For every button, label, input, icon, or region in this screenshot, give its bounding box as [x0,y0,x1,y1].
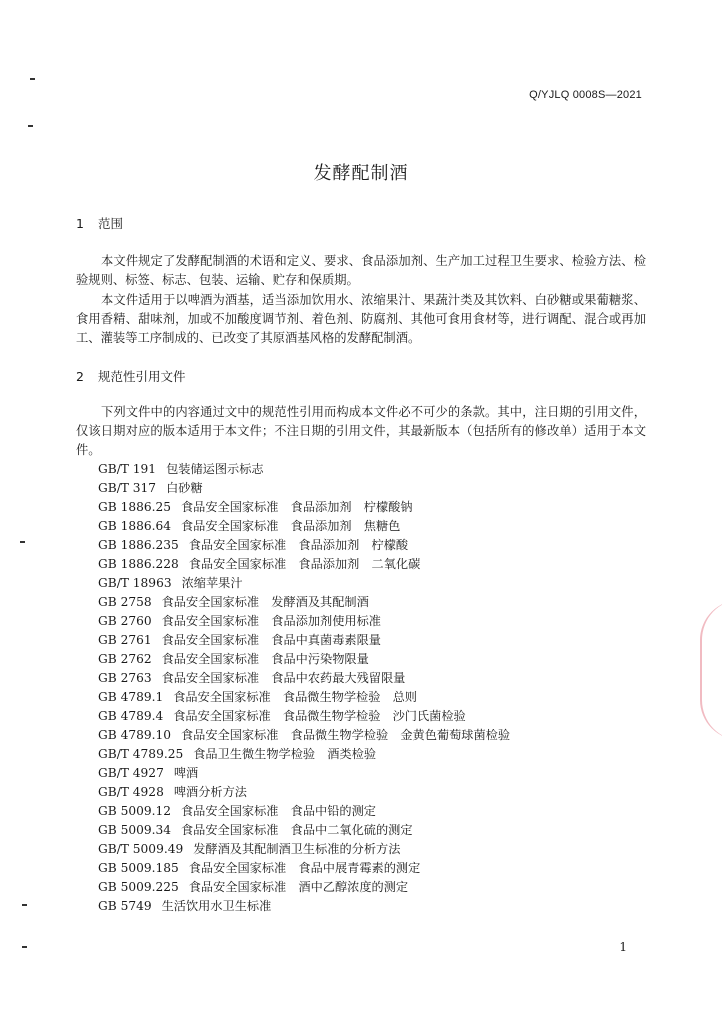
reference-title: 食品安全国家标准 食品中真菌毒素限量 [161,633,381,647]
reference-item [98,840,510,859]
scan-mark [28,125,33,127]
scan-mark [22,904,27,906]
reference-item [98,612,510,631]
reference-item [98,460,510,479]
reference-code: GB 5009.225 [98,880,179,894]
reference-item [98,783,510,802]
reference-item [98,574,510,593]
page-number: 1 [619,940,627,954]
reference-item [98,688,510,707]
section-number: 1 [76,216,84,231]
paragraph-scope-1: 本文件规定了发酵配制酒的术语和定义、要求、食品添加剂、生产加工过程卫生要求、检验方法、检验规则、标签、标志、包装、运输、贮存和保质期。 [76,254,646,287]
reference-title: 食品安全国家标准 食品微生物学检验 沙门氏菌检验 [173,709,466,723]
reference-code: GB 5009.185 [98,861,179,875]
seal-stamp-fragment [700,600,722,740]
reference-title: 食品安全国家标准 食品中污染物限量 [161,652,369,666]
reference-item [98,498,510,517]
reference-title: 食品安全国家标准 食品中二氧化硫的测定 [180,823,413,837]
scan-mark [20,541,25,543]
reference-item [98,555,510,574]
reference-item [98,669,510,688]
reference-item [98,764,510,783]
reference-code: GB 1886.25 [98,500,171,514]
paragraph-references-intro: 下列文件中的内容通过文中的规范性引用而构成本文件必不可少的条款。其中，注日期的引用文件，仅该日期对应的版本适用于本文件；不注日期的引用文件，其最新版本（包括所有的修改单）适用于本文件。 [76,405,646,457]
reference-title: 食品安全国家标准 食品中铅的测定 [180,804,376,818]
reference-code: GB 4789.10 [98,728,171,742]
reference-item [98,479,510,498]
reference-code: GB 2760 [98,614,152,628]
reference-item [98,707,510,726]
reference-title: 包装储运图示标志 [166,462,264,476]
document-id: Q/YJLQ 0008S—2021 [529,89,642,101]
reference-code: GB/T 317 [98,481,157,495]
reference-title: 食品安全国家标准 食品中展青霉素的测定 [188,861,421,875]
reference-code: GB 5009.12 [98,804,171,818]
reference-code: GB 2762 [98,652,152,666]
reference-item [98,878,510,897]
paragraph-scope-2: 本文件适用于以啤酒为酒基，适当添加饮用水、浓缩果汁、果蔬汁类及其饮料、白砂糖或果葡糖浆、食用香精、甜味剂，加或不加酸度调节剂、着色剂、防腐剂、其他可食用食材等，进行调配、混合或再加工、灌装等工序制成的、已改变了其原酒基风格的发酵配制酒。 [76,293,646,345]
reference-item [98,726,510,745]
reference-item [98,517,510,536]
reference-title: 食品卫生微生物学检验 酒类检验 [193,747,377,761]
reference-code: GB 4789.4 [98,709,164,723]
reference-title: 食品安全国家标准 食品微生物学检验 金黄色葡萄球菌检验 [180,728,511,742]
reference-code: GB 1886.64 [98,519,171,533]
reference-code: GB 2758 [98,595,152,609]
reference-title: 食品安全国家标准 食品添加剂使用标准 [161,614,381,628]
section-number: 2 [76,369,84,384]
reference-item [98,536,510,555]
reference-code: GB 1886.235 [98,538,179,552]
reference-title: 啤酒 [173,766,199,780]
reference-code: GB/T 4928 [98,785,164,799]
reference-code: GB 1886.228 [98,557,179,571]
reference-item [98,897,510,916]
reference-item [98,859,510,878]
reference-title: 食品安全国家标准 食品中农药最大残留限量 [161,671,406,685]
reference-code: GB/T 4789.25 [98,747,184,761]
reference-title: 食品安全国家标准 食品添加剂 焦糖色 [180,519,401,533]
reference-code: GB/T 5009.49 [98,842,184,856]
reference-code: GB/T 191 [98,462,157,476]
section-title: 范围 [97,216,123,231]
reference-title: 生活饮用水卫生标准 [161,899,272,913]
reference-code: GB 5009.34 [98,823,171,837]
reference-title: 浓缩苹果汁 [181,576,243,590]
scan-mark [22,946,27,948]
reference-title: 啤酒分析方法 [173,785,247,799]
reference-title: 食品安全国家标准 食品添加剂 二氧化碳 [188,557,421,571]
reference-code: GB/T 18963 [98,576,172,590]
reference-title: 食品安全国家标准 食品添加剂 柠檬酸钠 [180,500,413,514]
reference-item [98,745,510,764]
reference-title: 食品安全国家标准 食品添加剂 柠檬酸 [188,538,409,552]
document-title: 发酵配制酒 [313,163,409,184]
reference-code: GB 5749 [98,899,152,913]
reference-code: GB 2763 [98,671,152,685]
reference-code: GB 2761 [98,633,152,647]
reference-item [98,802,510,821]
scan-mark [30,78,35,80]
reference-item [98,593,510,612]
reference-title: 食品安全国家标准 发酵酒及其配制酒 [161,595,369,609]
section-heading-references [76,367,186,385]
reference-title: 白砂糖 [166,481,203,495]
reference-item [98,631,510,650]
reference-title: 食品安全国家标准 酒中乙醇浓度的测定 [188,880,409,894]
reference-title: 发酵酒及其配制酒卫生标准的分析方法 [193,842,401,856]
reference-code: GB/T 4927 [98,766,164,780]
section-heading-scope [76,214,123,232]
section-title: 规范性引用文件 [97,369,186,384]
reference-item [98,821,510,840]
reference-title: 食品安全国家标准 食品微生物学检验 总则 [173,690,417,704]
reference-code: GB 4789.1 [98,690,164,704]
reference-item [98,650,510,669]
reference-list [98,460,510,916]
